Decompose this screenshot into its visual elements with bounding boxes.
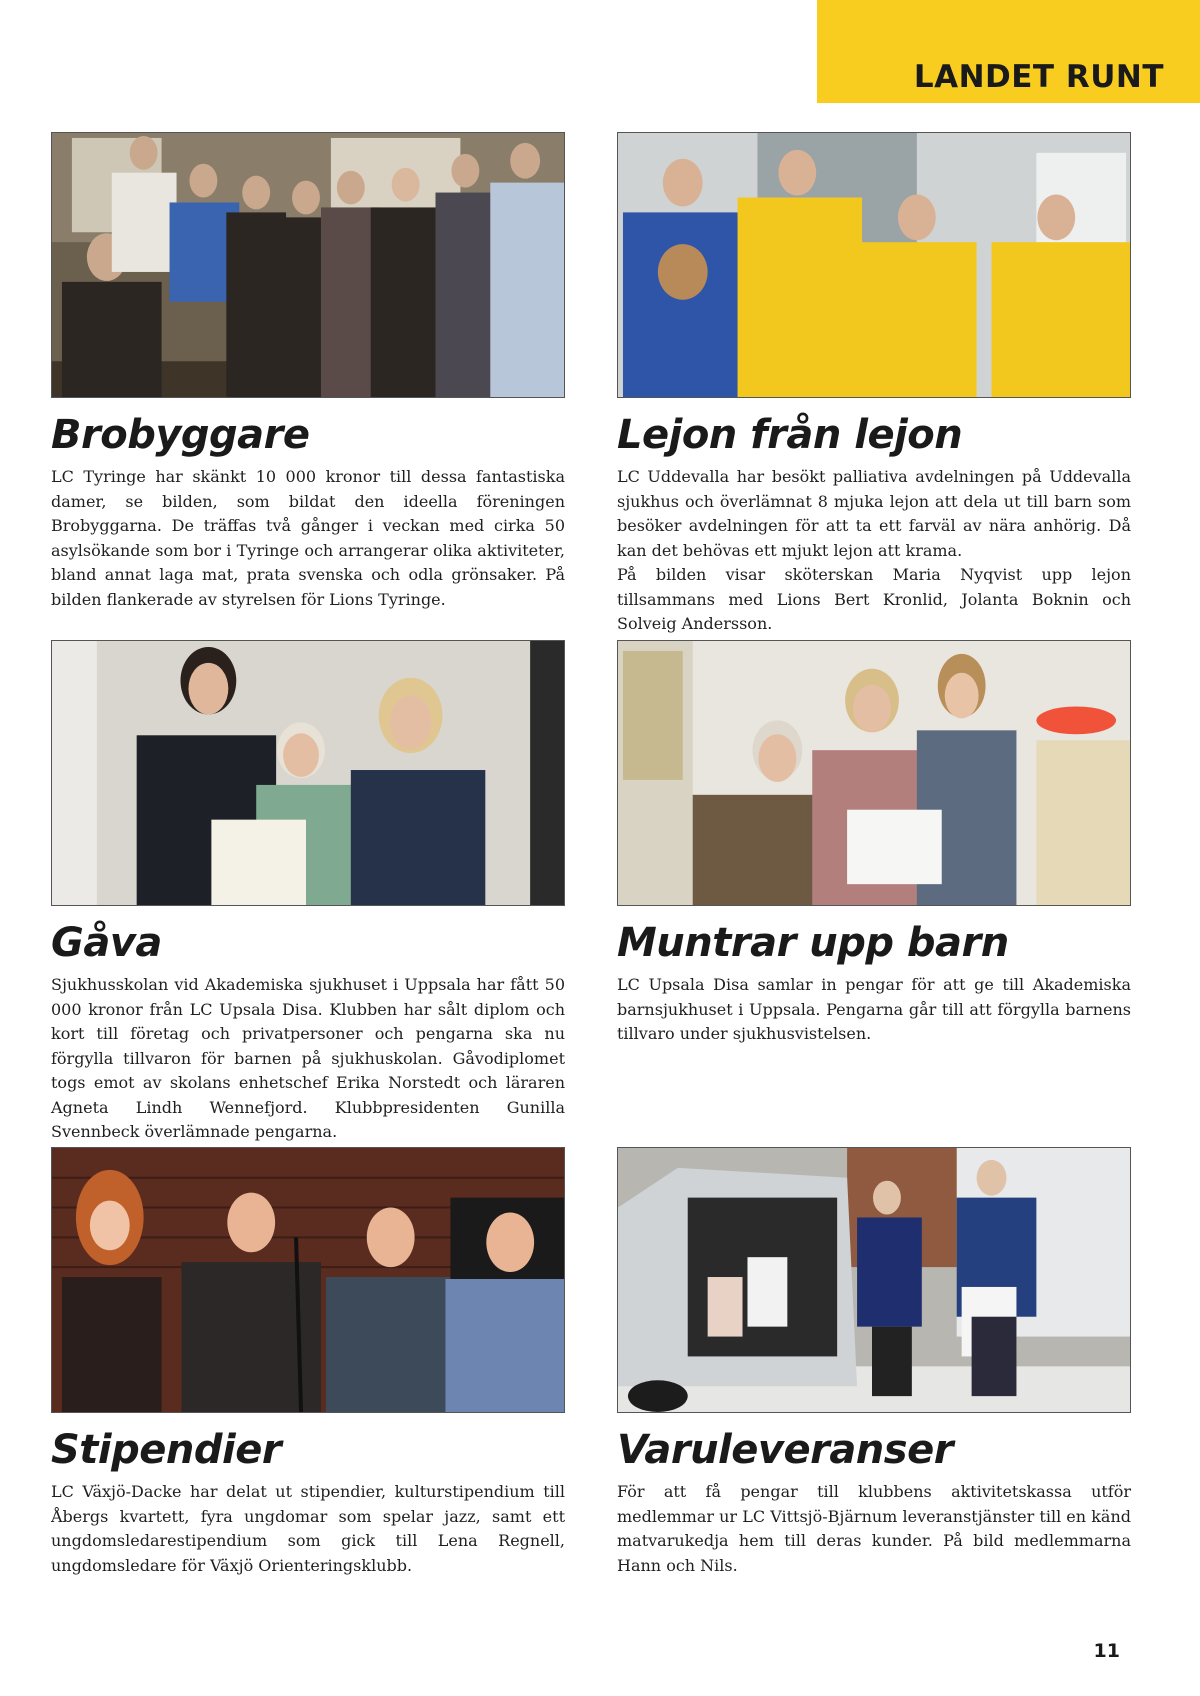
section-tab — [817, 0, 1200, 103]
section-title: LANDET RUNT — [913, 59, 1164, 95]
headline: Gåva — [51, 920, 162, 966]
article-body: LC Uddevalla har besökt palliativa avdelningen på Uddevalla sjukhus och överlämnat 8 mjuka lejon att dela ut till barn som besöker avdelningen för att ta ett farväl av nära anhörig. Då kan det behövas ett mjukt lejon att krama. På bilden visar sköterskan Maria Nyqvist upp lejon tillsammans med Lions Bert Kronlid, Jolanta Boknin och Solveig Andersson. — [617, 467, 1131, 633]
article-varuleveranser — [617, 1147, 1131, 1578]
article-body: För att få pengar till klubbens aktivitetskassa utför medlemmar ur LC Vittsjö-Bjärnum leveranstjänster till en känd matvarukedja hem till deras kunder. På bild medlemmarna Hann och Nils. — [617, 1482, 1131, 1575]
article-gava — [51, 640, 565, 1145]
headline: Lejon från lejon — [617, 412, 963, 458]
headline: Muntrar upp barn — [617, 920, 1009, 966]
headline: Stipendier — [51, 1427, 282, 1473]
article-body: Sjukhusskolan vid Akademiska sjukhuset i Uppsala har fått 50 000 kronor från LC Upsala Disa. Klubben har sålt diplom och kort till företag och privatpersoner och pengarna ska nu förgylla tillvaron för barnen på sjukhuskolan. Gåvodiplomet togs emot av skolans enhetschef Erika Norstedt och läraren Agneta Lindh Wennefjord. Klubbpresidenten Gunilla Svennbeck överlämnade pengarna. — [51, 975, 565, 1141]
photo-jazz-quartet — [51, 1147, 565, 1413]
photo-grocery-delivery — [617, 1147, 1131, 1413]
article-muntrar-upp-barn — [617, 640, 1131, 1047]
photo-diploma-handover — [51, 640, 565, 906]
article-body: LC Tyringe har skänkt 10 000 kronor till dessa fantastiska damer, se bilden, som bildat den ideella föreningen Brobyggarna. De träffas två gånger i veckan med cirka 50 asylsökande som bor i Tyringe och arrangerar olika aktiviteter, bland annat laga mat, prata svenska och odla grönsaker. På bilden flankerade av styrelsen för Lions Tyringe. — [51, 467, 565, 609]
article-body: LC Växjö-Dacke har delat ut stipendier, kulturstipendium till Åbergs kvartett, fyra ungdomar som spelar jazz, samt ett ungdomsledarestipendium som gick till Lena Regnell, ungdomsledare för Växjö Orienteringsklubb. — [51, 1482, 565, 1575]
article-lejon-fran-lejon — [617, 132, 1131, 637]
article-stipendier — [51, 1147, 565, 1578]
photo-donation-box — [617, 640, 1131, 906]
headline: Varuleveranser — [617, 1427, 953, 1473]
photo-group-indoor — [51, 132, 565, 398]
headline: Brobyggare — [51, 412, 310, 458]
page-number: 11 — [1093, 1640, 1120, 1662]
photo-lions-yellow-jackets — [617, 132, 1131, 398]
article-body: LC Upsala Disa samlar in pengar för att ge till Akademiska barnsjukhuset i Uppsala. Pengarna går till att förgylla barnens tillvaro under sjukhusvistelsen. — [617, 975, 1131, 1043]
article-brobyggare — [51, 132, 565, 612]
